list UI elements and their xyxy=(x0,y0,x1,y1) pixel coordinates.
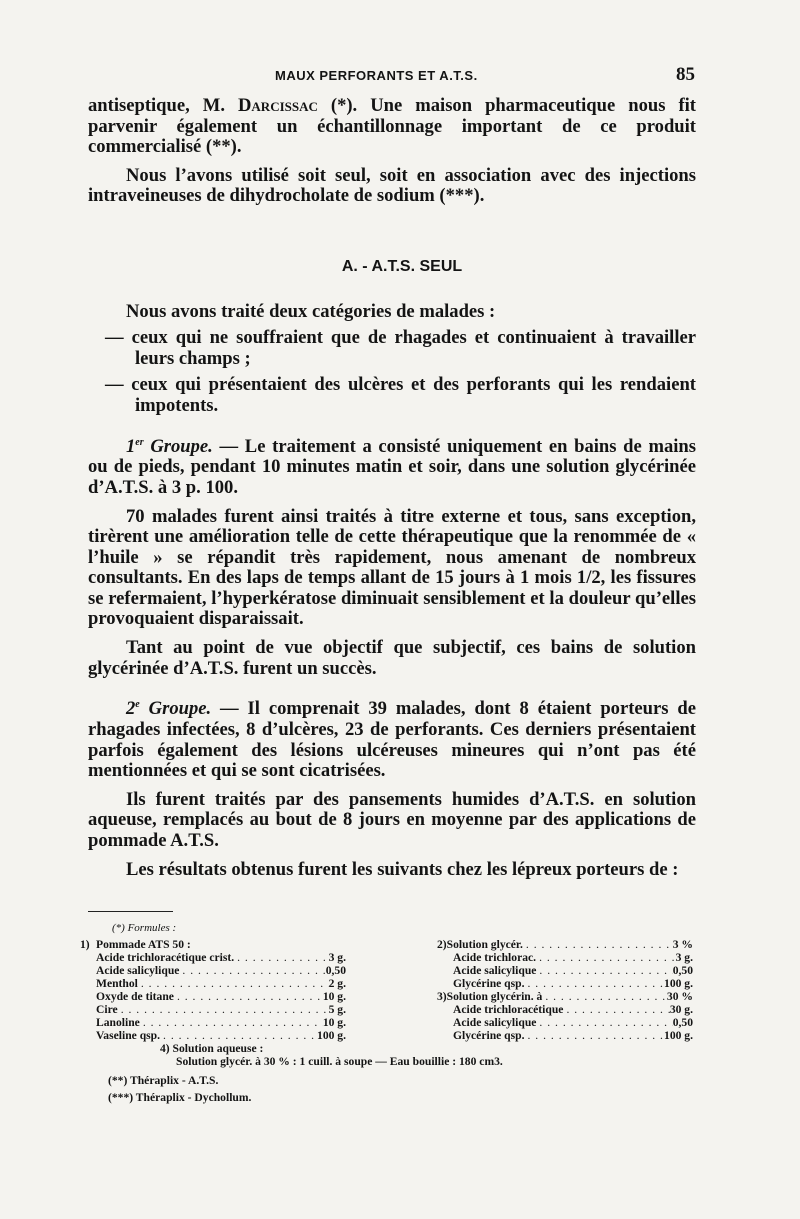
group1-lead xyxy=(126,436,213,457)
leader-dots xyxy=(536,951,676,964)
footnote-2: (**) Théraplix - A.T.S. xyxy=(108,1074,219,1087)
formula1-row xyxy=(80,1016,346,1029)
formula1-title: Pommade ATS 50 : xyxy=(96,938,191,951)
group1-text: — Le traitement a consisté uniquement en bains de mains ou de pieds, pendant 10 minutes matin et soir, dans une solution glycérinée d’A.T.S. à 3 p. 100. xyxy=(88,435,696,498)
leader-dots xyxy=(536,964,672,977)
ingredient-name: Acide salicylique xyxy=(453,1016,537,1029)
ingredient-qty: 0,50 xyxy=(672,1016,693,1029)
group1-paragraph-2: 70 malades furent ainsi traités à titre externe et tous, sans exception, tirèrent une amélioration telle de cette thérapeutique que la renommée de « l’huile » se répandit très rapidement, nous amenant de nombreux consultants. En des laps de temps allant de 15 jours à 1 mois 1/2, les fissures se refermaient, l’hyperkératose diminuait sensiblement et la douleur qu’elles provoquaient disparaissait. xyxy=(88,505,696,630)
formula3-title: Solution glycérin. à xyxy=(446,990,543,1003)
group2-sup: e xyxy=(135,699,140,711)
leader-dots xyxy=(536,1016,672,1029)
formula1-row xyxy=(80,951,346,964)
formula3-title-row xyxy=(437,990,693,1003)
footnote-label: (*) Formules : xyxy=(112,922,177,934)
list-item-2: — ceux qui présentaient des ulcères et des perforants qui les rendaient impotents. xyxy=(105,374,696,416)
intro-paragraph-2: Nous l’avons utilisé soit seul, soit en association avec des injections intraveineuses de dihydrocholate de sodium (***). xyxy=(88,164,696,207)
formula2-num: 2) xyxy=(437,938,447,951)
formula1-num: 1) xyxy=(80,938,90,951)
group1-paragraph-3: Tant au point de vue objectif que subjectif, ces bains de solution glycérinée d’A.T.S. furent un succès. xyxy=(88,637,696,679)
ingredient-qty: 100 g. xyxy=(664,1029,693,1042)
formula3-title-qty: 30 % xyxy=(666,990,693,1003)
formula-column-right xyxy=(437,938,693,1042)
formula3-num: 3) xyxy=(437,990,447,1003)
section-heading: A. - A.T.S. SEUL xyxy=(341,257,463,275)
leader-dots xyxy=(234,951,328,964)
formula2-row xyxy=(437,951,693,964)
leader-dots xyxy=(525,1029,665,1042)
formula1-row xyxy=(80,990,346,1003)
ingredient-name: Vaseline qsp. xyxy=(96,1029,161,1042)
ingredient-qty: 2 g. xyxy=(328,977,346,990)
group1-paragraph xyxy=(88,433,696,499)
formula1-title-row xyxy=(80,938,346,951)
ingredient-name: Acide trichloracétique crist. xyxy=(96,951,235,964)
formula2-title: Solution glycér. xyxy=(446,938,523,951)
formula1-row xyxy=(80,964,346,977)
page-header xyxy=(0,64,800,86)
ingredient-qty: 5 g. xyxy=(328,1003,346,1016)
ingredient-qty: 0,50 xyxy=(672,964,693,977)
formula4-recipe: Solution glycér. à 30 % : 1 cuill. à soupe — Eau bouillie : 180 cm3. xyxy=(176,1055,503,1068)
leader-dots xyxy=(179,964,325,977)
group1-word: Groupe. xyxy=(143,435,213,457)
ingredient-qty: 0,50 xyxy=(325,964,346,977)
ingredient-qty: 3 g. xyxy=(328,951,346,964)
leader-dots xyxy=(160,1029,317,1042)
leader-dots xyxy=(523,938,673,951)
group1-num: 1 xyxy=(126,435,136,457)
ingredient-qty: 10 g. xyxy=(322,1016,346,1029)
formula2-row xyxy=(437,964,693,977)
main-text xyxy=(88,96,696,880)
group2-paragraph xyxy=(88,695,696,782)
leader-dots xyxy=(140,1016,323,1029)
intro-p1-pre: antiseptique, M. xyxy=(88,95,238,116)
leader-dots xyxy=(174,990,323,1003)
formula3-row xyxy=(437,1029,693,1042)
author-name: Darcissac xyxy=(237,95,318,116)
ingredient-name: Glycérine qsp. xyxy=(453,1029,525,1042)
ingredient-qty: 10 g. xyxy=(322,990,346,1003)
formula3-row xyxy=(437,1016,693,1029)
formula2-title-qty: 3 % xyxy=(672,938,693,951)
ingredient-name: Acide salicylique xyxy=(453,964,537,977)
running-title: MAUX PERFORANTS ET A.T.S. xyxy=(275,68,478,83)
group2-word: Groupe. xyxy=(139,698,212,720)
group2-paragraph-2: Ils furent traités par des pansements humides d’A.T.S. en solution aqueuse, remplacés au bout de 8 jours en moyenne par des applications de pommade A.T.S. xyxy=(88,788,696,851)
list-item-1: — ceux qui ne souffraient que de rhagades et continuaient à travailler leurs champs ; xyxy=(105,327,696,369)
formula1-row xyxy=(80,1003,346,1016)
formula1-row xyxy=(80,1029,346,1042)
formula4-title: 4) Solution aqueuse : xyxy=(160,1042,264,1055)
ingredient-name: Lanoline xyxy=(96,1016,140,1029)
page-number: 85 xyxy=(676,64,695,85)
group1-sup: er xyxy=(135,436,144,448)
section-intro: Nous avons traité deux catégories de malades : xyxy=(126,300,496,322)
intro-p1-post: (*). Une maison pharmaceutique nous fit parvenir également un échantillonnage important de ce produit commercialisé (**). xyxy=(88,95,696,158)
leader-dots xyxy=(563,1003,669,1016)
formula-column-left xyxy=(80,938,346,1042)
ingredient-name: Acide salicylique xyxy=(96,964,180,977)
leader-dots xyxy=(138,977,329,990)
ingredient-name: Acide trichloracétique xyxy=(453,1003,564,1016)
formula1-row xyxy=(80,977,346,990)
formula2-row xyxy=(437,977,693,990)
ingredient-name: Acide trichlorac. xyxy=(453,951,537,964)
leader-dots xyxy=(542,990,667,1003)
formula3-row xyxy=(437,1003,693,1016)
group2-paragraph-3: Les résultats obtenus furent les suivants chez les lépreux porteurs de : xyxy=(126,858,679,880)
group2-num: 2 xyxy=(126,698,136,720)
ingredient-qty: 30 g. xyxy=(669,1003,693,1016)
group2-text: — Il comprenait 39 malades, dont 8 étaient porteurs de rhagades infectées, 8 d’ulcères, 23 de perforants. Ces derniers présentaient parfois également des lésions ulcéreuses mineures qui n’ont pas été mentionnées et qui se sont cicatrisées. xyxy=(88,698,696,782)
footnote-divider xyxy=(88,911,173,912)
intro-paragraph-1 xyxy=(88,96,696,158)
formula4 xyxy=(160,1042,503,1068)
leader-dots xyxy=(525,977,665,990)
formula2-title-row xyxy=(437,938,693,951)
ingredient-name: Menthol xyxy=(96,977,138,990)
ingredient-name: Cire xyxy=(96,1003,118,1016)
ingredient-name: Oxyde de titane xyxy=(96,990,174,1003)
ingredient-name: Glycérine qsp. xyxy=(453,977,525,990)
ingredient-qty: 3 g. xyxy=(675,951,693,964)
footnote-3: (***) Théraplix - Dychollum. xyxy=(108,1091,252,1104)
ingredient-qty: 100 g. xyxy=(664,977,693,990)
group2-lead xyxy=(126,698,211,719)
ingredient-qty: 100 g. xyxy=(317,1029,346,1042)
leader-dots xyxy=(118,1003,329,1016)
